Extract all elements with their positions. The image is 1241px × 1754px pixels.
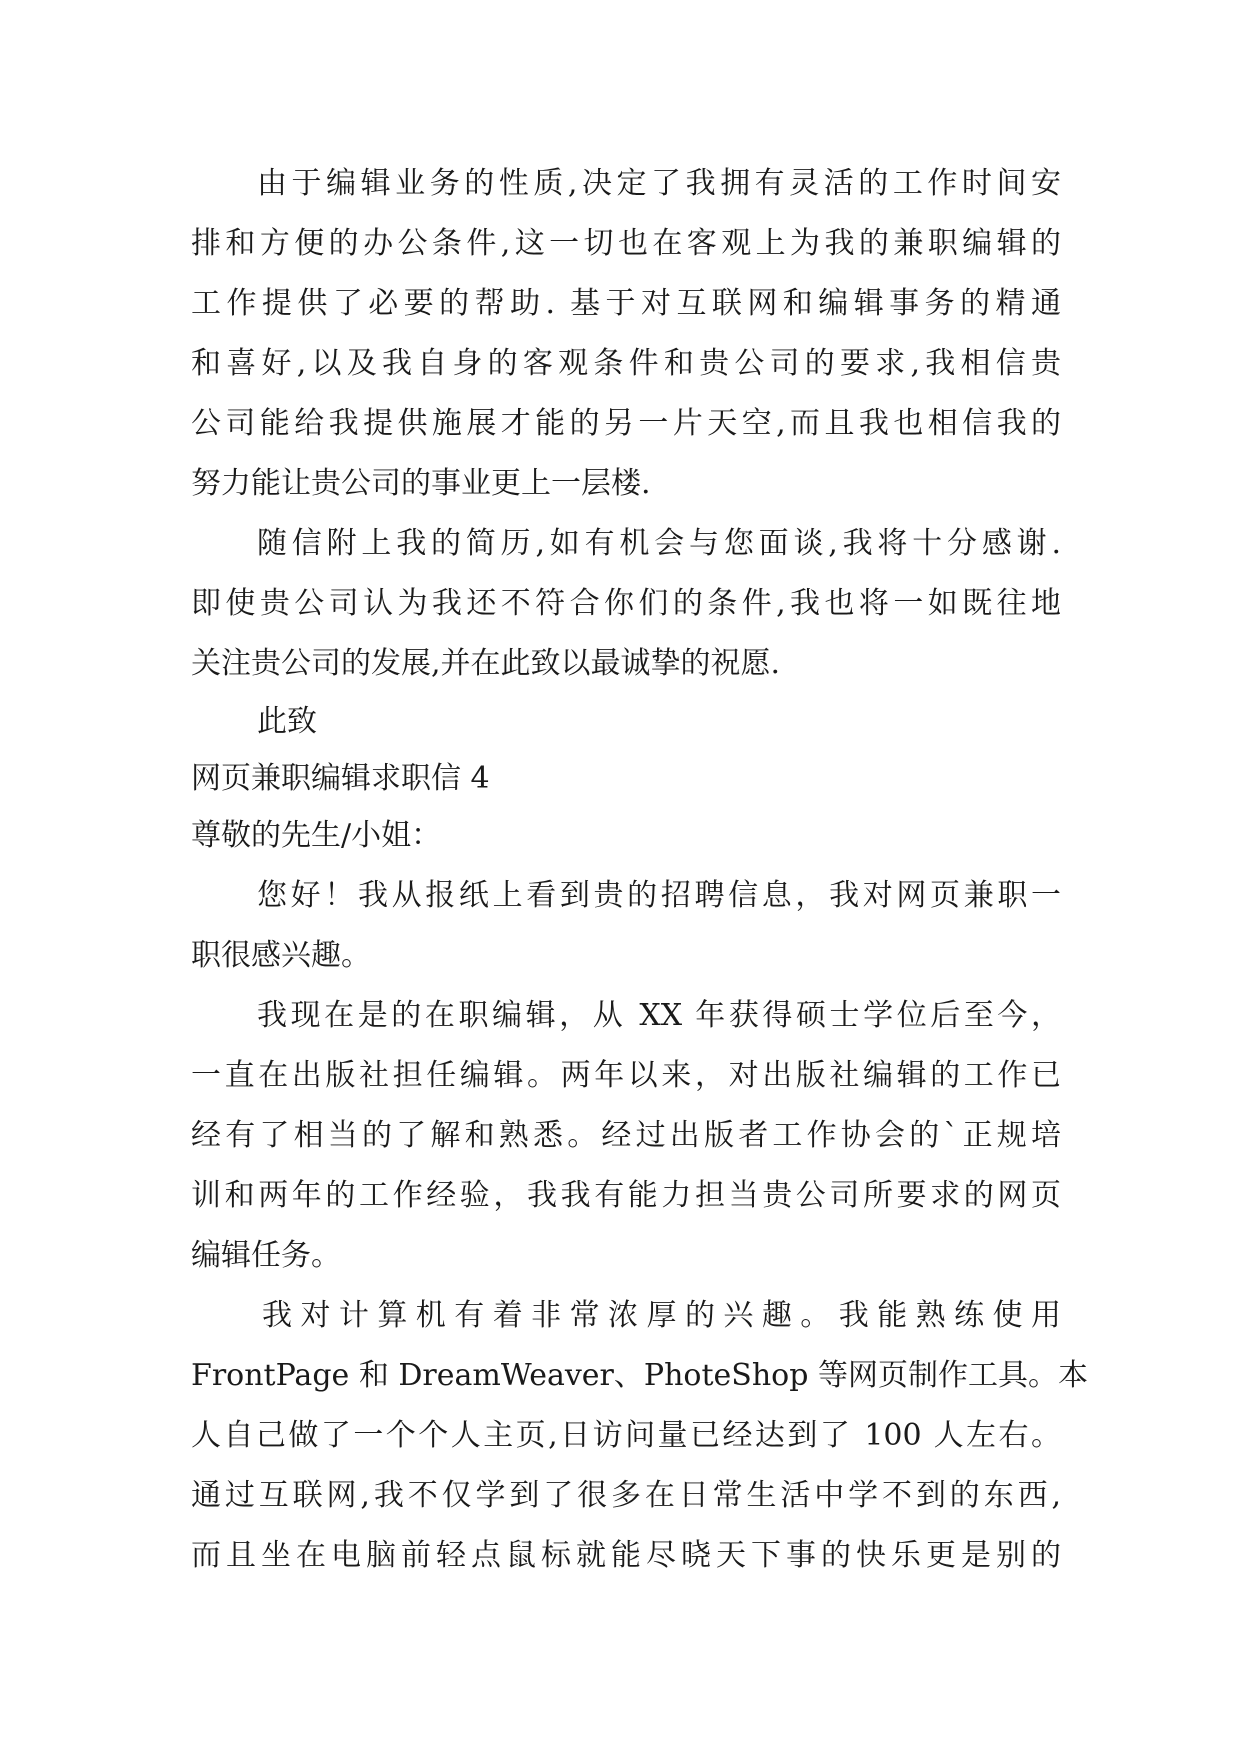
paragraph-line: 训和两年的工作经验，我我有能力担当贵公司所要求的网页 — [191, 1178, 1061, 1213]
section-title: 网页兼职编辑求职信 4 — [191, 761, 490, 796]
paragraph-line: 经有了相当的了解和熟悉。经过出版者工作协会的`正规培 — [191, 1118, 1061, 1153]
closing-line: 此致 — [257, 704, 317, 739]
paragraph-line: 编辑任务。 — [191, 1238, 341, 1273]
paragraph-line: 您好！我从报纸上看到贵的招聘信息，我对网页兼职一 — [257, 878, 1061, 913]
paragraph-line: 由于编辑业务的性质,决定了我拥有灵活的工作时间安 — [257, 166, 1061, 201]
paragraph-line: 职很感兴趣。 — [191, 938, 371, 973]
paragraph-line: 我对计算机有着非常浓厚的兴趣。我能熟练使用 — [262, 1298, 1061, 1333]
paragraph-line: 公司能给我提供施展才能的另一片天空,而且我也相信我的 — [191, 406, 1061, 441]
paragraph-line: 排和方便的办公条件,这一切也在客观上为我的兼职编辑的 — [191, 226, 1061, 261]
paragraph-line: 努力能让贵公司的事业更上一层楼. — [191, 466, 651, 501]
salutation: 尊敬的先生/小姐： — [191, 818, 442, 853]
paragraph-line: 和喜好,以及我自身的客观条件和贵公司的要求,我相信贵 — [191, 346, 1061, 381]
paragraph-line: 即使贵公司认为我还不符合你们的条件,我也将一如既往地 — [191, 586, 1061, 621]
paragraph-line: 而且坐在电脑前轻点鼠标就能尽晓天下事的快乐更是别的 — [191, 1538, 1061, 1573]
paragraph-line: 随信附上我的简历,如有机会与您面谈,我将十分感谢. — [257, 526, 1061, 561]
paragraph-line: 一直在出版社担任编辑。两年以来，对出版社编辑的工作已 — [191, 1058, 1061, 1093]
paragraph-line: 工作提供了必要的帮助. 基于对互联网和编辑事务的精通 — [191, 286, 1061, 321]
paragraph-line: 我现在是的在职编辑，从 XX 年获得硕士学位后至今， — [257, 998, 1061, 1033]
paragraph-line: 关注贵公司的发展,并在此致以最诚挚的祝愿. — [191, 646, 781, 681]
paragraph-line: 通过互联网,我不仅学到了很多在日常生活中学不到的东西, — [191, 1478, 1061, 1513]
paragraph-line: FrontPage 和 DreamWeaver、PhoteShop 等网页制作工具。本 — [191, 1358, 1088, 1393]
paragraph-line: 人自己做了一个个人主页,日访问量已经达到了 100 人左右。 — [191, 1418, 1061, 1453]
